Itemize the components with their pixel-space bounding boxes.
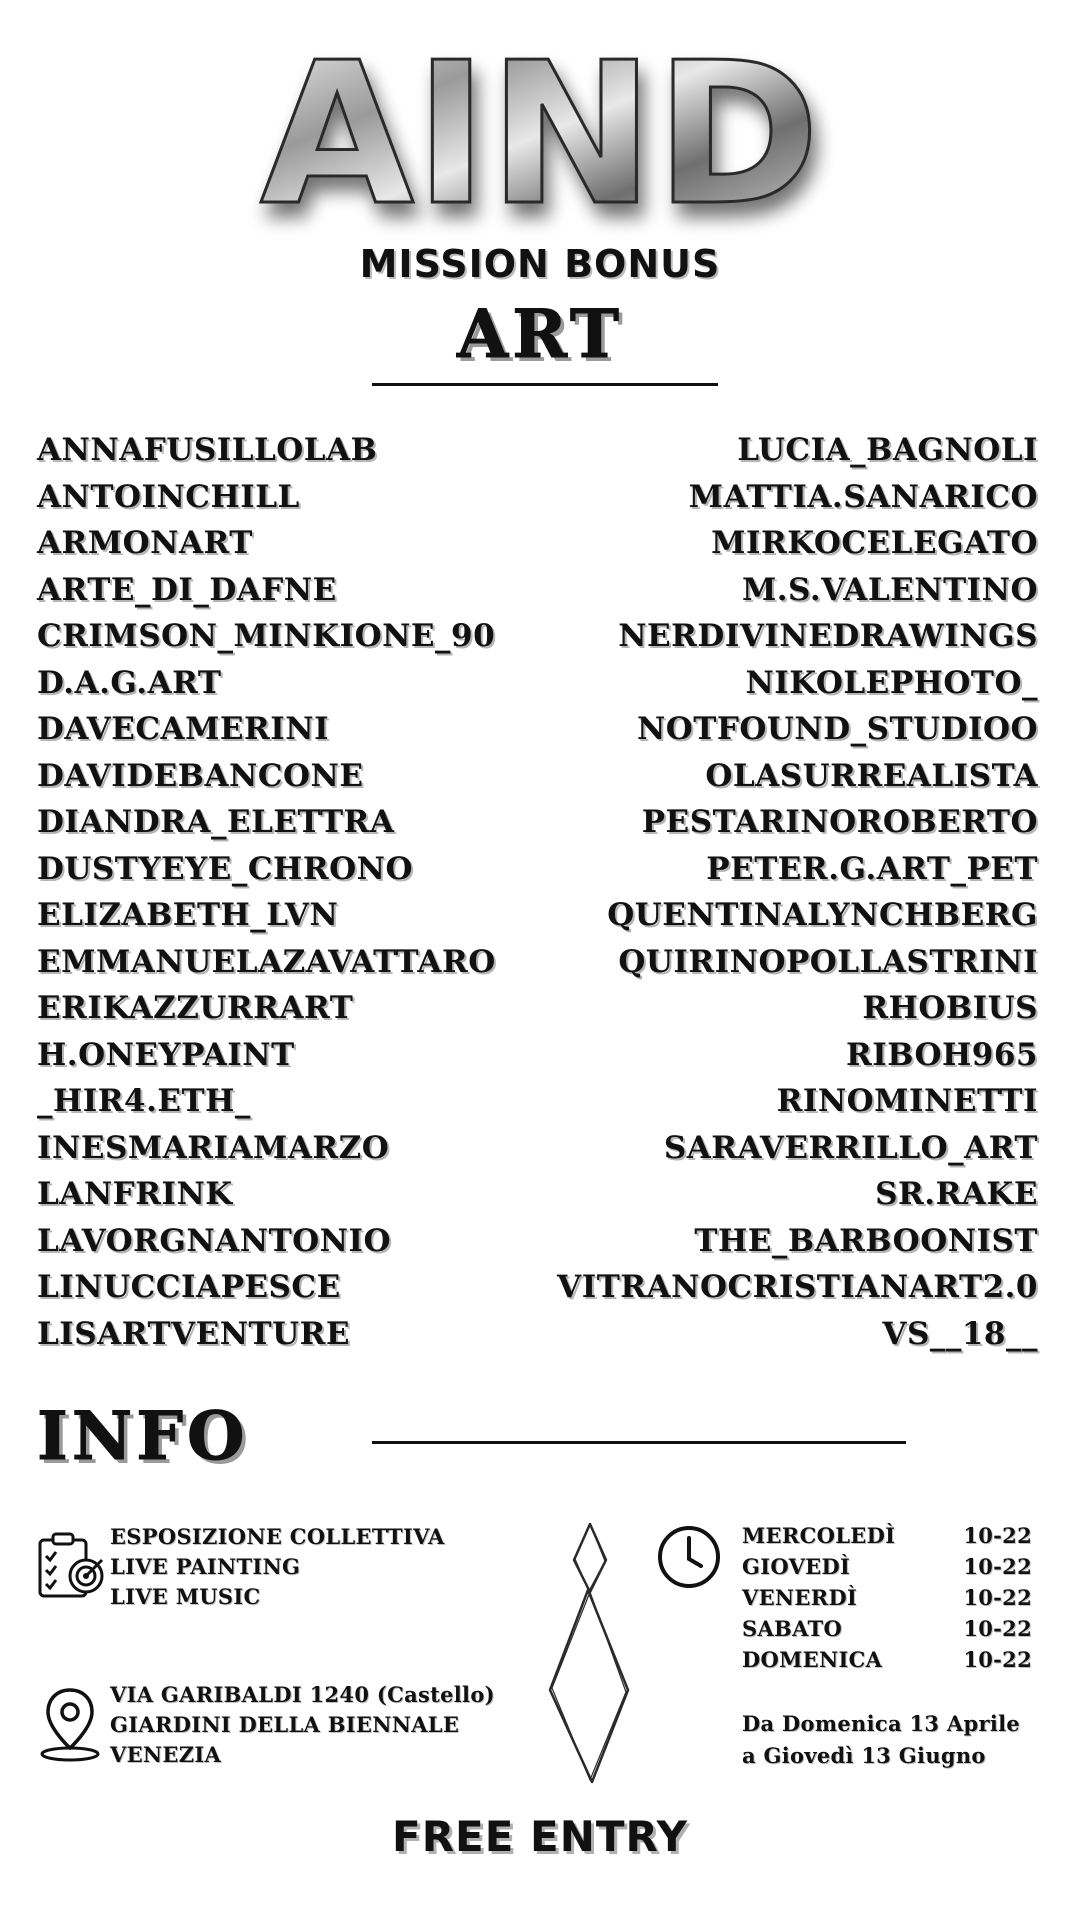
double-diamond-ornament — [540, 1520, 640, 1785]
schedule-row — [742, 1582, 1032, 1613]
address — [110, 1680, 495, 1770]
artist-name: THE_BARBOONIST — [694, 1222, 1038, 1259]
artist-name: DAVIDEBANCONE — [37, 757, 364, 794]
artist-name: ARTE_DI_DAFNE — [37, 571, 337, 608]
artist-name: DAVECAMERINI — [37, 711, 330, 747]
artist-name: CRIMSON_MINKIONE_90 — [37, 618, 496, 654]
artist-name: VS__18__ — [882, 1315, 1038, 1352]
logo-text: AIND — [260, 22, 820, 249]
artist-name: M.S.VALENTINO — [741, 571, 1038, 608]
art-section-title: ART — [456, 295, 623, 373]
artist-name: DUSTYEYE_CHRONO — [37, 850, 413, 887]
clipboard-target-icon — [36, 1530, 108, 1602]
schedule-row — [742, 1520, 1032, 1551]
schedule-row — [742, 1613, 1032, 1644]
artist-name: EMMANUELAZAVATTARO — [37, 943, 496, 980]
feature-item: LIVE PAINTING — [110, 1554, 301, 1579]
address-line: VIA GARIBALDI 1240 (Castello) — [110, 1682, 495, 1707]
artist-name: LINUCCIAPESCE — [37, 1269, 341, 1305]
artist-name: ARMONART — [37, 525, 253, 561]
artist-name: PETER.G.ART_PET — [706, 850, 1038, 887]
artist-name: OLASURREALISTA — [705, 757, 1038, 794]
opening-hours — [742, 1520, 1032, 1675]
address-line: VENEZIA — [110, 1742, 222, 1767]
artist-name: ANTOINCHILL — [37, 478, 300, 515]
artist-name: SR.RAKE — [875, 1176, 1038, 1212]
artist-name: NIKOLEPHOTO_ — [745, 664, 1038, 701]
schedule-hours: 10-22 — [963, 1585, 1032, 1610]
artist-name: ANNAFUSILLOLAB — [37, 432, 378, 468]
artist-name: D.A.G.ART — [37, 664, 222, 701]
artist-name: _HIR4.ETH_ — [37, 1083, 251, 1119]
artist-name: RIBOH965 — [845, 1036, 1038, 1073]
artist-name: ELIZABETH_LVN — [37, 897, 339, 933]
artist-name: RHOBIUS — [862, 990, 1038, 1026]
info-divider — [372, 1441, 906, 1444]
artist-name: NERDIVINEDRAWINGS — [618, 618, 1038, 654]
location-pin-icon — [38, 1684, 102, 1764]
artist-name: ERIKAZZURRART — [37, 990, 354, 1026]
schedule-day: GIOVEDÌ — [742, 1554, 851, 1579]
artist-name: MIRKOCELEGATO — [711, 525, 1038, 561]
artist-name: LUCIA_BAGNOLI — [737, 432, 1038, 468]
art-divider — [372, 383, 718, 386]
date-line: Da Domenica 13 Aprile — [742, 1711, 1021, 1736]
info-section-title: INFO — [37, 1397, 249, 1475]
artist-name: VITRANOCRISTIANART2.0 — [557, 1269, 1038, 1305]
artist-name: LISARTVENTURE — [37, 1315, 351, 1352]
artist-name: NOTFOUND_STUDIOO — [636, 711, 1038, 747]
artist-name: QUIRINOPOLLASTRINI — [618, 943, 1038, 980]
schedule-hours: 10-22 — [963, 1523, 1032, 1548]
artist-name: RINOMINETTI — [776, 1083, 1038, 1119]
features-list — [110, 1522, 445, 1612]
artist-name: DIANDRA_ELETTRA — [37, 804, 395, 840]
artists-left-column — [37, 427, 557, 1357]
free-entry-banner: FREE ENTRY — [392, 1812, 688, 1861]
schedule-row — [742, 1551, 1032, 1582]
feature-item: LIVE MUSIC — [110, 1584, 261, 1609]
schedule-day: DOMENICA — [742, 1647, 883, 1672]
artist-name: H.ONEYPAINT — [37, 1036, 295, 1073]
artists-right-column — [490, 427, 1038, 1357]
clock-icon — [656, 1524, 722, 1590]
artist-name: INESMARIAMARZO — [37, 1129, 390, 1166]
address-line: GIARDINI DELLA BIENNALE — [110, 1712, 460, 1737]
artist-name: SARAVERRILLO_ART — [663, 1129, 1038, 1166]
schedule-row — [742, 1644, 1032, 1675]
schedule-day: VENERDÌ — [742, 1585, 858, 1610]
artist-name: LAVORGNANTONIO — [37, 1222, 391, 1259]
mission-bonus-subtitle: MISSION BONUS — [359, 242, 721, 286]
schedule-day: MERCOLEDÌ — [742, 1523, 896, 1548]
artist-name: MATTIA.SANARICO — [688, 478, 1038, 515]
schedule-day: SABATO — [742, 1616, 843, 1641]
artist-name: LANFRINK — [37, 1176, 233, 1212]
artist-name: QUENTINALYNCHBERG — [607, 897, 1038, 933]
schedule-hours: 10-22 — [963, 1616, 1032, 1641]
date-line: a Giovedì 13 Giugno — [742, 1743, 986, 1768]
exhibition-dates — [742, 1708, 1020, 1772]
feature-item: ESPOSIZIONE COLLETTIVA — [110, 1524, 445, 1549]
schedule-hours: 10-22 — [963, 1554, 1032, 1579]
artist-name: PESTARINOROBERTO — [641, 804, 1038, 840]
schedule-hours: 10-22 — [963, 1647, 1032, 1672]
aind-logo — [240, 22, 840, 252]
